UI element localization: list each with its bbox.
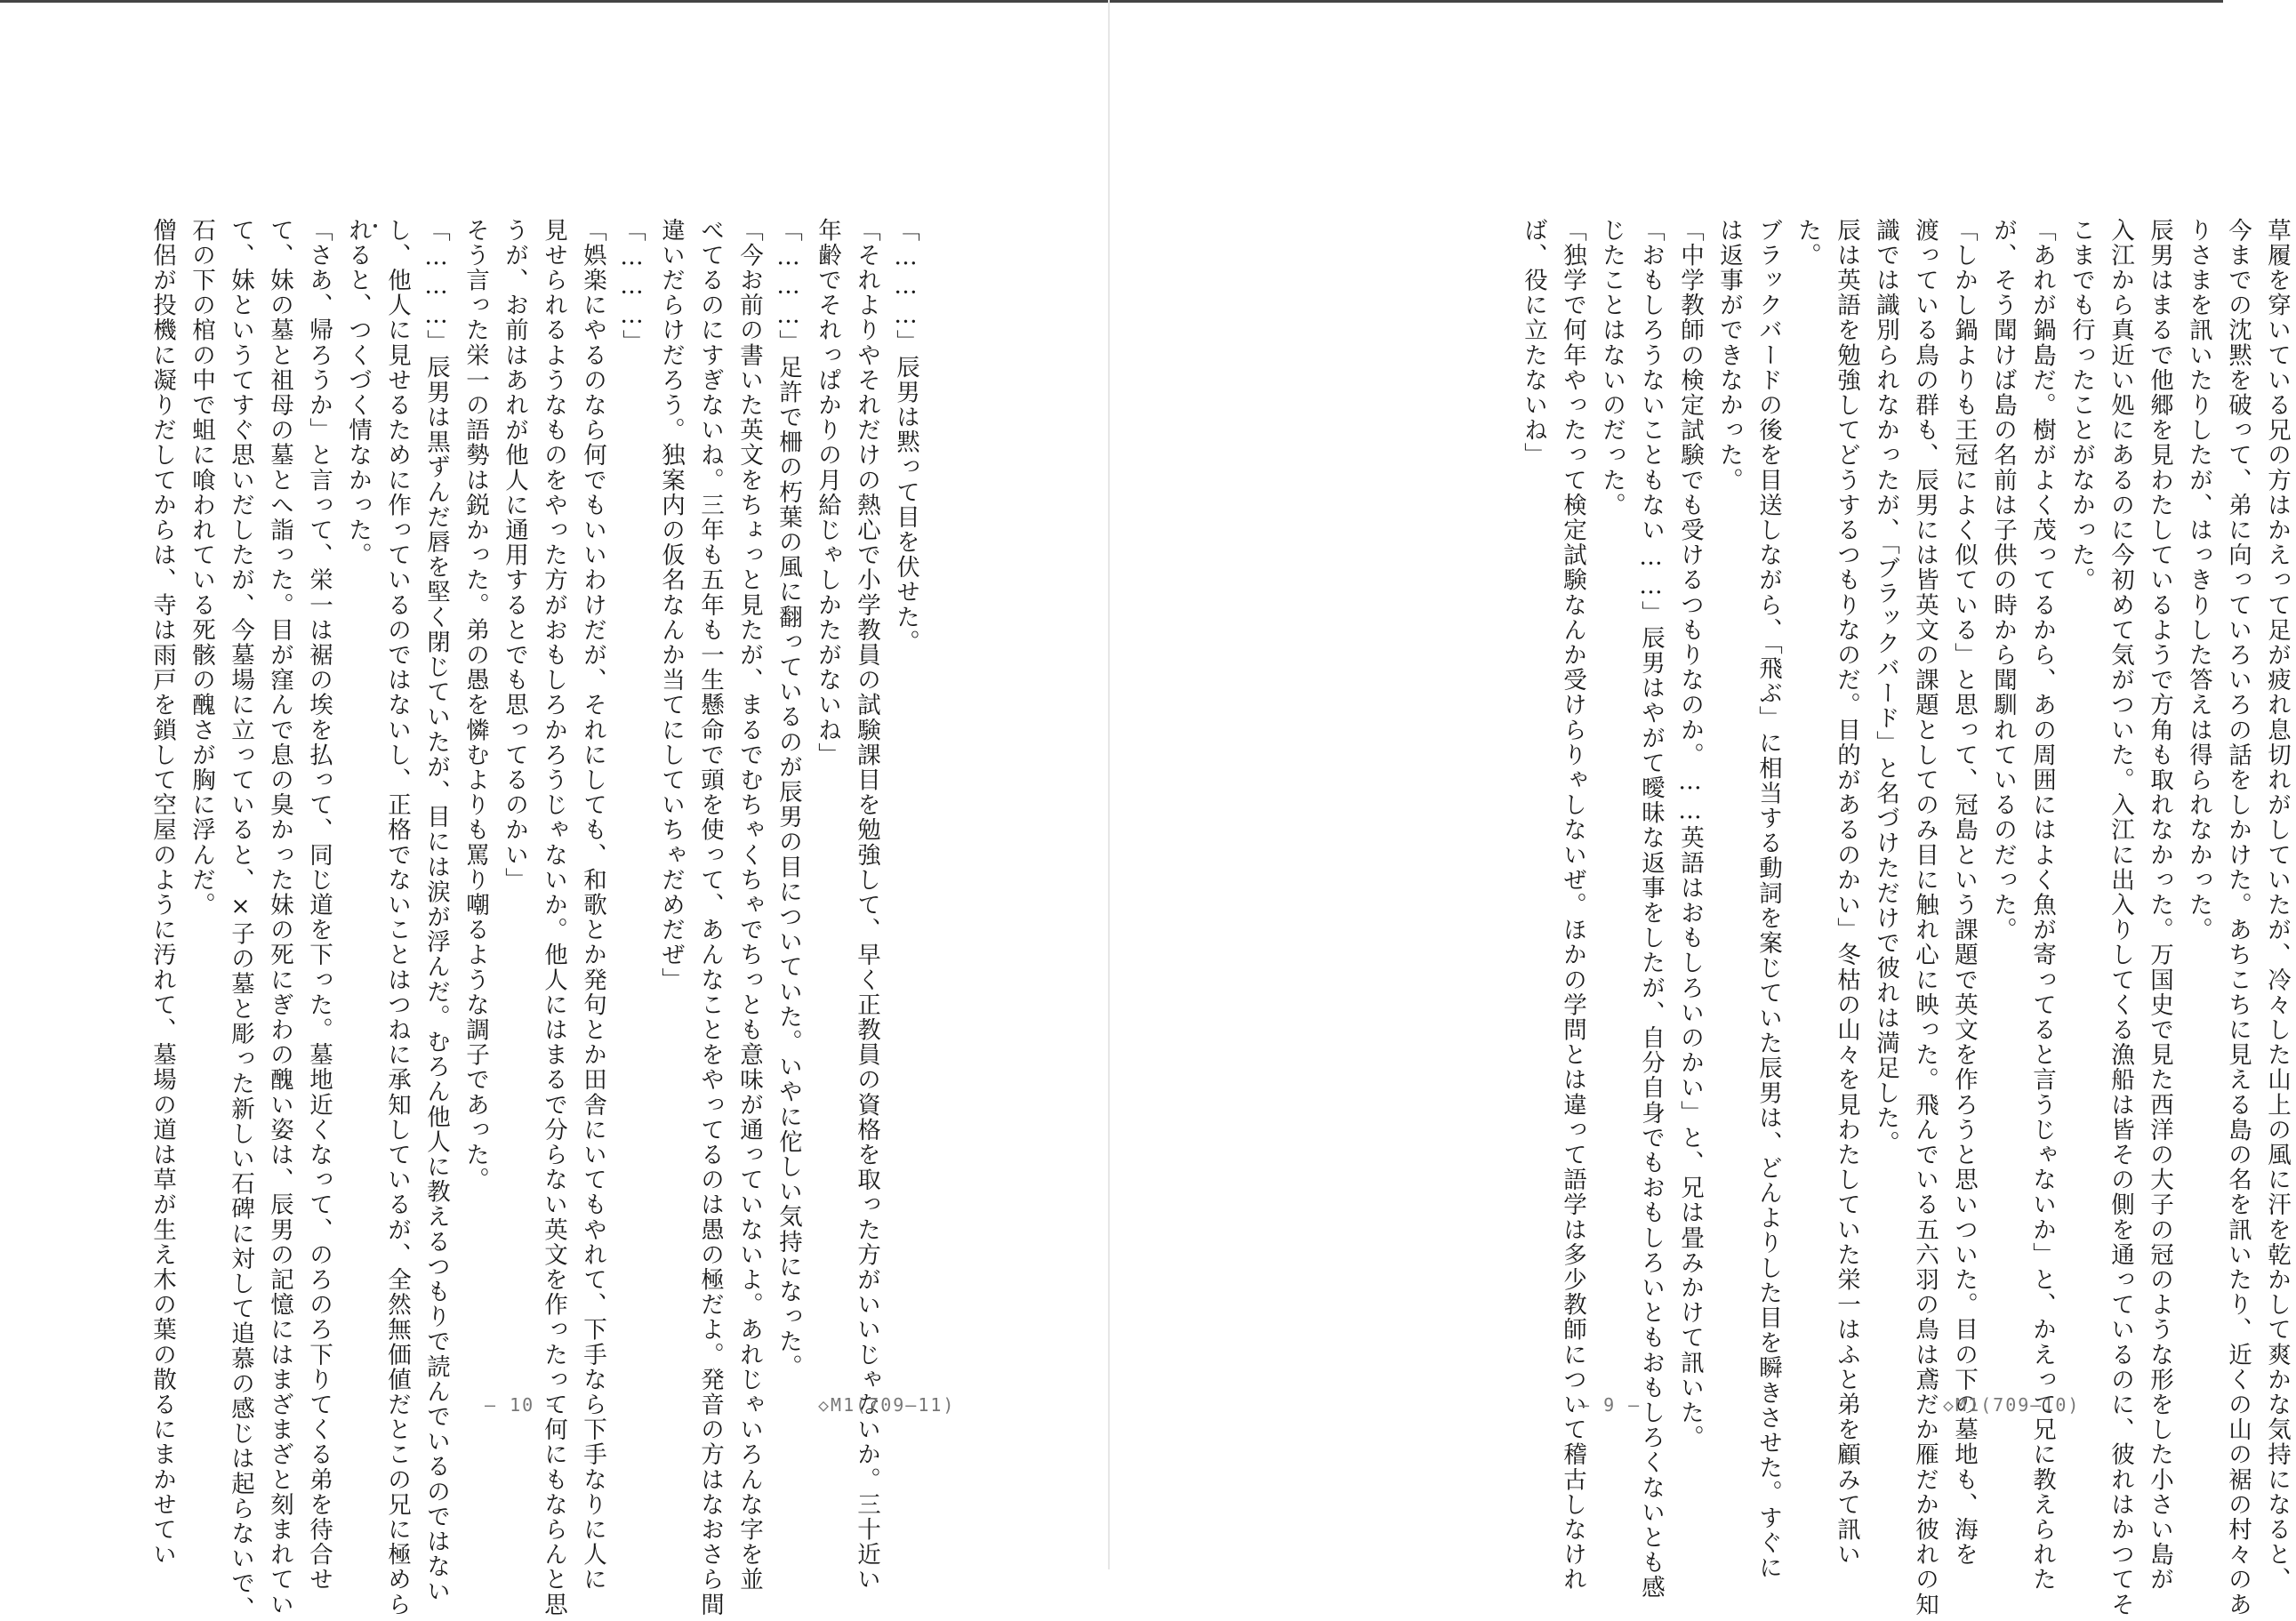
text-line: 見せられるようなものをやった方がおもしろかろうじゃないか。他人にはまるで分らない英文を作ったって何にもならんと思 (540, 218, 567, 1617)
text-line: 「あれが鍋島だ。樹がよく茂ってるから、あの周囲にはよく魚が寄ってると言うじゃないか」と、かえって兄に教えられた (2028, 218, 2056, 1593)
text-line: 今までの沈黙を破って、弟に向っていろいろの話をしかけた。あちこちに見える島の名を訊いたり、近くの山の裾の村々のあ (2224, 218, 2252, 1617)
text-line: 僧侶が投機に凝りだしてからは、寺は雨戸を鎖して空屋のように汚れて、墓場の道は草が生え木の葉の散るにまかせてい (149, 218, 176, 1568)
text-line: 辰は英語を勉強してどうするつもりなのだ。目的があるのかい」冬枯の山々を見わたしていた栄一はふと弟を顧みて訊い (1833, 218, 1860, 1568)
text-line: 渡っている鳥の群も、辰男には皆英文の課題としてのみ目に触れ心に映った。飛んでいる五六羽の鳥は鳶だか雁だか彼れの知 (1911, 218, 1939, 1617)
text-line: 「中学教師の検定試験でも受けるつもりなのか。……英語はおもしろいのかい」と、兄は畳みかけて訊いた。 (1676, 218, 1704, 1450)
exam-code: ◇M1(709—11) (818, 1394, 956, 1416)
text-line: し、他人に見せるために作っているのではないし、正格でないことはつねに承知しているが、全然無価値だとこの兄に極めら (383, 218, 411, 1617)
text-line: 識では識別られなかったが、「ブラックバード」と名づけただけで彼れは満足した。 (1872, 218, 1899, 1156)
page-number: — 10 — (485, 1394, 560, 1416)
text-line: 「………」辰男は黒ずんだ唇を堅く閉じていたが、目には涙が浮んだ。むろん他人に教えるつもりで読んでいるのではない (422, 218, 450, 1604)
text-line: 「さあ、帰ろうか」と言って、栄一は裾の埃を払って、同じ道を下った。墓地近くなって、のろのろ下りてくる弟を待合せ (305, 218, 333, 1593)
text-line: じたことはないのだった。 (1598, 218, 1626, 518)
text-line: 「おもしろうないこともない……」辰男はやがて曖昧な返事をしたが、自分自身でもおもしろいともおもしろくないとも感 (1637, 218, 1665, 1601)
text-line: そう言った栄一の語勢は鋭かった。弟の愚を憐むよりも罵り嘲るような調子であった。 (462, 218, 489, 1192)
text-line: 石の下の棺の中で蛆に喰われている死骸の醜さが胸に浮んだ。 (188, 218, 215, 918)
text-line: 草履を穿いている兄の方はかえって足が疲れ息切れがしていたが、冷々した山上の風に汗を乾かして爽かな気持になると、 (2263, 218, 2291, 1593)
left-page (0, 0, 1103, 1621)
text-line: 「独学で何年やったって検定試験なんか受けらりゃしないぜ。ほかの学問とは違って語学は多少教師について稽古しなけれ (1559, 218, 1586, 1593)
text-line: れると、つくづく情なかった。 (344, 218, 372, 568)
text-line: 「娯楽にやるのなら何でもいいわけだが、それにしても、和歌とか発句とか田舎にいてもやれて、下手なら下手なりに人に (579, 218, 606, 1593)
text-line: こまでも行ったことがなかった。 (2067, 218, 2095, 593)
text-line: ブラックバードの後を目送しながら、「飛ぶ」に相当する動詞を案じていた辰男は、どんよりした目を瞬きさせた。すぐに (1754, 218, 1782, 1581)
text-line: 「………」 (618, 218, 646, 355)
text-line: 違いだらけだろう。独案内の仮名なんか当てにしていちゃだめだぜ」 (657, 218, 685, 993)
text-line: 「しかし鍋よりも王冠によく似ている」と思って、冠島という課題で英文を作ろうと思いついた。目の下の墓地も、海を (1950, 218, 1978, 1568)
text-line: 辰男はまるで他郷を見わたしているようで方角も取れなかった。万国史で見た西洋の大子の冠のような形をした小さい島が (2146, 218, 2173, 1593)
text-line: た。 (1794, 218, 1821, 269)
text-line: 「今お前の書いた英文をちょっと見たが、まるでむちゃくちゃでちっとも意味が通っていないよ。あれじゃいろんな字を並 (735, 218, 763, 1593)
text-line: ば、役に立たないね」 (1520, 218, 1547, 468)
exam-code: ◇M1(709—10) (1943, 1394, 2081, 1416)
right-page (1112, 0, 2291, 1617)
text-line: 「………」足許で柵の朽葉の風に翻っているのが辰男の目についていた。いやに佗しい気持になった。 (775, 218, 802, 1380)
text-line: は返事ができなかった。 (1715, 218, 1743, 494)
page-number: — 9 — (1578, 1394, 1642, 1416)
center-gutter (1108, 0, 1110, 1569)
text-line: て、妹の墓と祖母の墓とへ詣った。目が窪んで息の臭かった妹の死にぎわの醜い姿は、辰男の記憶にはまざまざと刻まれてい (266, 218, 293, 1617)
text-line: て、妹というてすぐ思いだしたが、今墓場に立っていると、×子の墓と彫った新しい石碑に対して追慕の感じは起らないで、 (227, 218, 254, 1621)
text-line: 入江から真近い処にあるのに今初めて気がついた。入江に出入りしてくる漁船は皆その側を通っているのに、彼れはかつてそ (2107, 218, 2134, 1617)
text-line: 「………」辰男は黙って目を伏せた。 (892, 218, 919, 655)
text-line: うが、お前はあれが他人に通用するとでも思ってるのかい」 (501, 218, 528, 893)
text-line: 「それよりやそれだけの熱心で小学教員の試験課目を勉強して、早く正教員の資格を取った方がいいじゃないか。三十近い (853, 218, 880, 1593)
text-line: 年齢でそれっぱかりの月給じゃしかたがないね」 (814, 218, 841, 768)
text-line: べてるのにすぎないね。三年も五年も一生懸命で頭を使って、あんなことをやってるのは愚の極だよ。発音の方はなおさら間 (696, 218, 724, 1617)
text-line: りさまを訊いたりしたが、はっきりした答えは得られなかった。 (2185, 218, 2212, 943)
text-line: が、そう聞けば島の名前は子供の時から聞馴れているのだった。 (1989, 218, 2017, 943)
